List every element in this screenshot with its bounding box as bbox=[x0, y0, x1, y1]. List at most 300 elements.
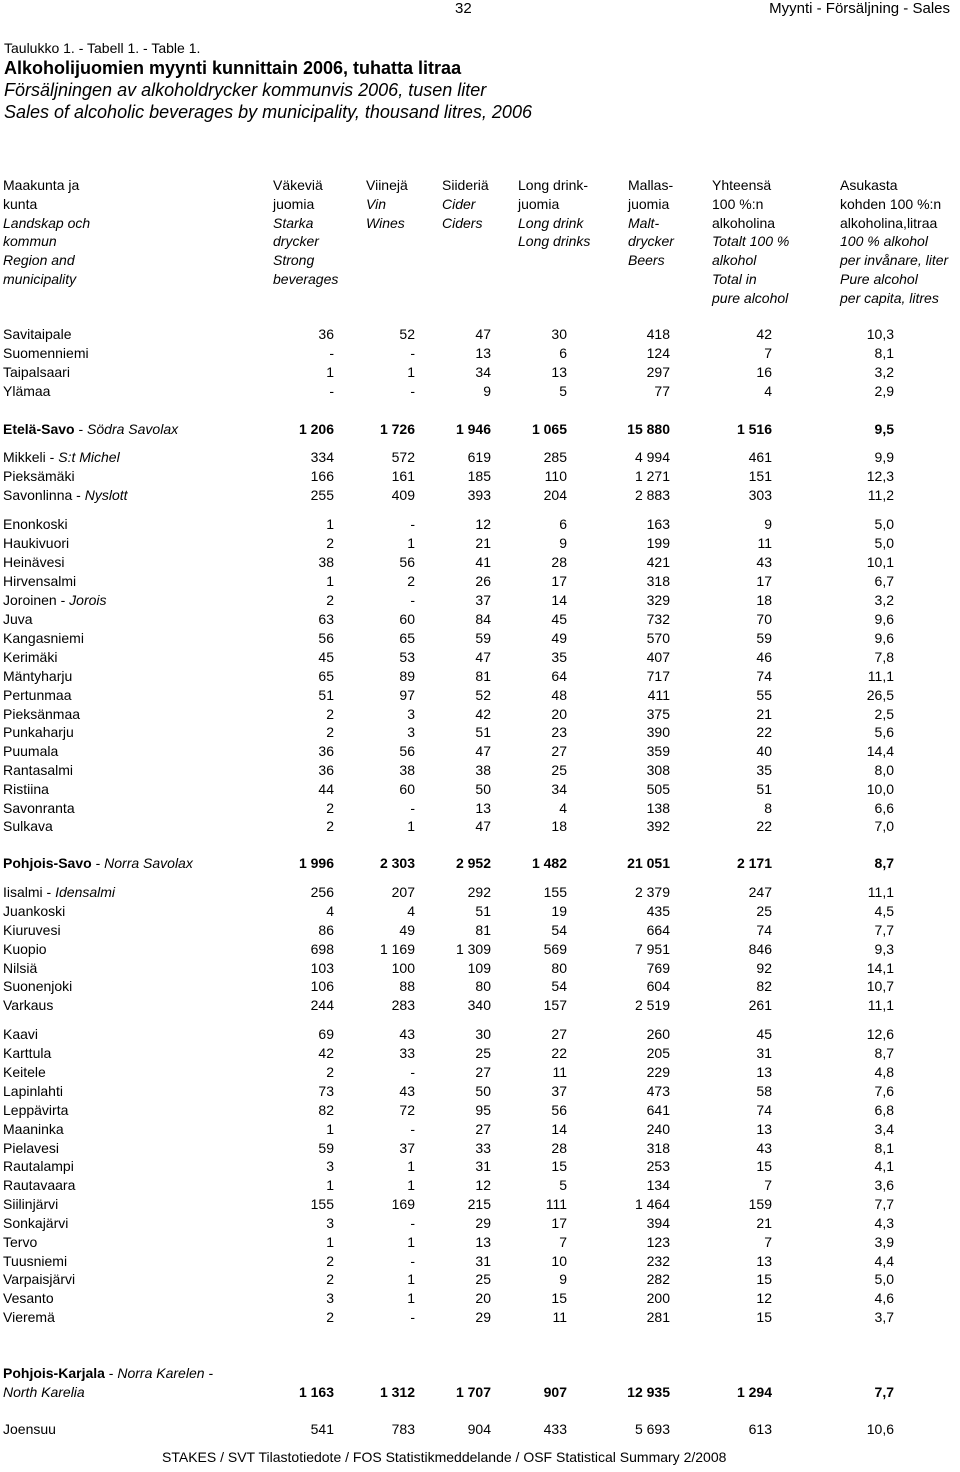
cell-col-6: 74 bbox=[756, 668, 772, 684]
cell-col-3: 47 bbox=[475, 818, 491, 834]
column-header-line: kunta bbox=[3, 195, 38, 212]
column-header-line: Strong bbox=[273, 252, 315, 269]
cell-col-1: 59 bbox=[318, 1140, 334, 1156]
table-row bbox=[0, 1063, 960, 1082]
cell-col-5: 394 bbox=[646, 1215, 670, 1231]
cell-col-2: 60 bbox=[399, 611, 415, 627]
cell-col-2: 43 bbox=[399, 1026, 415, 1042]
cell-col-2: 1 bbox=[407, 1290, 415, 1306]
column-header-line: Starka bbox=[273, 214, 314, 231]
cell-col-4: 28 bbox=[551, 554, 567, 570]
cell-col-4: 35 bbox=[551, 649, 567, 665]
cell-col-7: 4,8 bbox=[874, 1064, 894, 1080]
cell-col-3: 47 bbox=[475, 743, 491, 759]
cell-col-2: 52 bbox=[399, 326, 415, 342]
name-finnish: Rantasalmi bbox=[3, 762, 74, 778]
cell-col-3: 30 bbox=[475, 1026, 491, 1042]
cell-col-7: 4,6 bbox=[874, 1290, 894, 1306]
table-row bbox=[0, 448, 960, 467]
cell-col-2: 60 bbox=[399, 781, 415, 797]
cell-col-5: 123 bbox=[646, 1234, 670, 1250]
cell-col-6: 15 bbox=[756, 1271, 772, 1287]
cell-col-1: 45 bbox=[318, 649, 334, 665]
name-finnish: Mikkeli bbox=[3, 449, 46, 465]
cell-col-6: 59 bbox=[756, 630, 772, 646]
name-swedish: Jorois bbox=[69, 592, 107, 608]
name-finnish: Pohjois-Savo bbox=[3, 855, 92, 871]
cell-col-2: 2 bbox=[407, 573, 415, 589]
cell-col-4: 5 bbox=[559, 1177, 567, 1193]
cell-col-1: 255 bbox=[310, 487, 334, 503]
table-row bbox=[0, 902, 960, 921]
cell-col-2: 1 169 bbox=[379, 941, 415, 957]
cell-col-4: 1 482 bbox=[531, 855, 567, 871]
municipality-name: Joroinen - Jorois bbox=[3, 592, 107, 608]
column-header-line: drycker bbox=[628, 233, 674, 250]
cell-col-7: 10,0 bbox=[866, 781, 894, 797]
table-row bbox=[0, 1120, 960, 1139]
cell-col-6: 51 bbox=[756, 781, 772, 797]
cell-col-2: 3 bbox=[407, 724, 415, 740]
title-english: Sales of alcoholic beverages by municipality, thousand litres, 2006 bbox=[4, 102, 532, 122]
table-row bbox=[0, 1270, 960, 1289]
cell-col-6: 8 bbox=[764, 800, 772, 816]
title-swedish: Försäljningen av alkoholdrycker kommunvis 2006, tusen liter bbox=[4, 80, 487, 100]
name-finnish: Hirvensalmi bbox=[3, 573, 77, 589]
cell-col-6: 16 bbox=[756, 364, 772, 380]
name-finnish: Mäntyharju bbox=[3, 668, 73, 684]
cell-col-6: 22 bbox=[756, 724, 772, 740]
name-finnish: Puumala bbox=[3, 743, 59, 759]
cell-col-2: 1 bbox=[407, 1177, 415, 1193]
cell-col-2: - bbox=[410, 383, 415, 399]
cell-col-5: 297 bbox=[646, 364, 670, 380]
table-row bbox=[0, 591, 960, 610]
table-row bbox=[0, 883, 960, 902]
cell-col-7: 8,1 bbox=[874, 1140, 894, 1156]
cell-col-3: 31 bbox=[475, 1158, 491, 1174]
name-finnish: Savitaipale bbox=[3, 326, 72, 342]
municipality-name: Iisalmi - Idensalmi bbox=[3, 884, 116, 900]
cell-col-4: 433 bbox=[543, 1421, 567, 1437]
cell-col-7: 5,0 bbox=[874, 1271, 894, 1287]
cell-col-4: 285 bbox=[543, 449, 567, 465]
municipality-name bbox=[3, 667, 72, 686]
municipality-name bbox=[3, 1214, 68, 1233]
cell-col-4: 111 bbox=[545, 1196, 567, 1212]
table-row bbox=[0, 1101, 960, 1120]
cell-col-2: 53 bbox=[399, 649, 415, 665]
cell-col-6: 613 bbox=[748, 1421, 772, 1437]
cell-col-2: 88 bbox=[399, 978, 415, 994]
cell-col-3: 109 bbox=[467, 960, 491, 976]
cell-col-6: 846 bbox=[748, 941, 772, 957]
column-header-line: Vin bbox=[366, 195, 386, 212]
cell-col-2: 169 bbox=[391, 1196, 415, 1212]
column-header-line: Siideriä bbox=[442, 177, 489, 193]
name-finnish: Iisalmi bbox=[3, 884, 43, 900]
cell-col-4: 27 bbox=[551, 743, 567, 759]
cell-col-1: 244 bbox=[310, 997, 334, 1013]
column-header-line: 100 % alkohol bbox=[840, 233, 928, 250]
cell-col-7: 8,7 bbox=[874, 1045, 894, 1061]
table-row bbox=[0, 1082, 960, 1101]
cell-col-7: 4,4 bbox=[874, 1253, 894, 1269]
cell-col-6: 42 bbox=[756, 326, 772, 342]
cell-col-7: 7,0 bbox=[874, 818, 894, 834]
cell-col-3: 25 bbox=[475, 1045, 491, 1061]
cell-col-6: 13 bbox=[756, 1253, 772, 1269]
cell-col-2: - bbox=[410, 1253, 415, 1269]
column-header-line: Cider bbox=[442, 195, 476, 212]
cell-col-3: 340 bbox=[467, 997, 491, 1013]
cell-col-5: 21 051 bbox=[627, 855, 670, 871]
cell-col-2: 37 bbox=[399, 1140, 415, 1156]
cell-col-2: - bbox=[410, 516, 415, 532]
cell-col-3: 51 bbox=[475, 903, 491, 919]
column-header-8 bbox=[840, 176, 948, 308]
cell-col-7: 4,3 bbox=[874, 1215, 894, 1231]
cell-col-1: 69 bbox=[318, 1026, 334, 1042]
name-finnish: Juankoski bbox=[3, 903, 66, 919]
table-row bbox=[0, 486, 960, 505]
cell-col-5: 664 bbox=[646, 922, 670, 938]
municipality-name bbox=[3, 1420, 56, 1439]
cell-col-5: 375 bbox=[646, 706, 670, 722]
cell-col-1: 1 996 bbox=[298, 855, 334, 871]
cell-col-6: 151 bbox=[748, 468, 772, 484]
cell-col-4: 22 bbox=[551, 1045, 567, 1061]
cell-col-5: 1 271 bbox=[634, 468, 670, 484]
cell-col-2: - bbox=[410, 1215, 415, 1231]
cell-col-1: 38 bbox=[318, 554, 334, 570]
municipality-name bbox=[3, 761, 73, 780]
cell-col-3: 51 bbox=[475, 724, 491, 740]
cell-col-6: 13 bbox=[756, 1121, 772, 1137]
cell-col-7: 8,7 bbox=[874, 855, 894, 871]
cell-col-7: 3,9 bbox=[874, 1234, 894, 1250]
cell-col-6: 7 bbox=[764, 1177, 772, 1193]
cell-col-5: 329 bbox=[646, 592, 670, 608]
cell-col-1: 3 bbox=[326, 1158, 334, 1174]
name-finnish: Joensuu bbox=[3, 1421, 56, 1437]
cell-col-6: 1 516 bbox=[736, 421, 772, 437]
cell-col-1: 334 bbox=[310, 449, 334, 465]
column-header-line: juomia bbox=[628, 195, 670, 212]
name-swedish: Norra Savolax bbox=[104, 855, 193, 871]
cell-col-6: 2 171 bbox=[736, 855, 772, 871]
cell-col-5: 205 bbox=[646, 1045, 670, 1061]
cell-col-6: 247 bbox=[748, 884, 772, 900]
cell-col-2: 1 bbox=[407, 535, 415, 551]
municipality-name bbox=[3, 1157, 74, 1176]
cell-col-1: 36 bbox=[318, 743, 334, 759]
cell-col-1: 2 bbox=[326, 1253, 334, 1269]
cell-col-5: 138 bbox=[646, 800, 670, 816]
cell-col-5: 2 883 bbox=[634, 487, 670, 503]
cell-col-2: 783 bbox=[391, 1421, 415, 1437]
region-total-row bbox=[0, 420, 960, 439]
table-row bbox=[0, 1176, 960, 1195]
cell-col-3: 13 bbox=[475, 1234, 491, 1250]
cell-col-6: 12 bbox=[756, 1290, 772, 1306]
cell-col-2: 1 312 bbox=[379, 1384, 415, 1400]
cell-col-1: 1 bbox=[326, 1177, 334, 1193]
cell-col-4: 45 bbox=[551, 611, 567, 627]
cell-col-3: 13 bbox=[475, 800, 491, 816]
name-finnish: Tuusniemi bbox=[3, 1253, 68, 1269]
column-header-line: Totalt 100 % bbox=[712, 233, 790, 250]
cell-col-1: 3 bbox=[326, 1215, 334, 1231]
cell-col-4: 28 bbox=[551, 1140, 567, 1156]
cell-col-7: 5,0 bbox=[874, 516, 894, 532]
table-row bbox=[0, 723, 960, 742]
cell-col-4: 17 bbox=[551, 1215, 567, 1231]
municipality-name bbox=[3, 1120, 64, 1139]
cell-col-7: 3,6 bbox=[874, 1177, 894, 1193]
cell-col-4: 54 bbox=[551, 978, 567, 994]
cell-col-1: 155 bbox=[310, 1196, 334, 1212]
cell-col-1: 3 bbox=[326, 1290, 334, 1306]
cell-col-2: 2 303 bbox=[379, 855, 415, 871]
column-header-line: per capita, litres bbox=[840, 289, 939, 306]
cell-col-7: 12,6 bbox=[866, 1026, 894, 1042]
cell-col-5: 411 bbox=[647, 687, 670, 703]
cell-col-1: 2 bbox=[326, 724, 334, 740]
cell-col-7: 14,4 bbox=[866, 743, 894, 759]
municipality-name bbox=[3, 534, 69, 553]
column-header-line: Viinejä bbox=[366, 177, 408, 193]
column-header-line: per invånare, liter bbox=[840, 252, 949, 269]
cell-col-3: 25 bbox=[475, 1271, 491, 1287]
cell-col-5: 134 bbox=[646, 1177, 670, 1193]
cell-col-2: 49 bbox=[399, 922, 415, 938]
cell-col-3: 215 bbox=[467, 1196, 491, 1212]
cell-col-6: 7 bbox=[764, 1234, 772, 1250]
cell-col-5: 260 bbox=[646, 1026, 670, 1042]
cell-col-5: 7 951 bbox=[634, 941, 670, 957]
cell-col-7: 5,0 bbox=[874, 535, 894, 551]
table-row bbox=[0, 1214, 960, 1233]
name-swedish: Nyslott bbox=[84, 487, 128, 503]
name-swedish: Norra Karelen - bbox=[117, 1365, 214, 1381]
running-header: Myynti - Försäljning - Sales bbox=[769, 0, 950, 17]
cell-col-5: 421 bbox=[646, 554, 670, 570]
name-finnish: Pieksämäki bbox=[3, 468, 75, 484]
table-row bbox=[0, 959, 960, 978]
cell-col-5: 4 994 bbox=[634, 449, 670, 465]
cell-col-3: 52 bbox=[475, 687, 491, 703]
cell-col-1: 2 bbox=[326, 818, 334, 834]
cell-col-6: 303 bbox=[748, 487, 772, 503]
cell-col-1: 73 bbox=[318, 1083, 334, 1099]
column-header-5 bbox=[518, 176, 590, 251]
cell-col-6: 159 bbox=[748, 1196, 772, 1212]
cell-col-6: 43 bbox=[756, 554, 772, 570]
cell-col-6: 70 bbox=[756, 611, 772, 627]
cell-col-1: 166 bbox=[310, 468, 334, 484]
cell-col-6: 25 bbox=[756, 903, 772, 919]
title-finnish: Alkoholijuomien myynti kunnittain 2006, tuhatta litraa bbox=[4, 58, 462, 78]
cell-col-4: 6 bbox=[559, 516, 567, 532]
municipality-name bbox=[3, 1025, 38, 1044]
cell-col-5: 473 bbox=[646, 1083, 670, 1099]
municipality-name bbox=[3, 799, 75, 818]
cell-col-1: 44 bbox=[318, 781, 334, 797]
cell-col-6: 92 bbox=[756, 960, 772, 976]
cell-col-4: 30 bbox=[551, 326, 567, 342]
column-header-line: Long drink bbox=[518, 214, 584, 231]
cell-col-7: 6,7 bbox=[874, 573, 894, 589]
cell-col-2: 56 bbox=[399, 554, 415, 570]
table-row bbox=[0, 996, 960, 1015]
column-header-3 bbox=[366, 176, 408, 232]
column-header-7 bbox=[712, 176, 789, 308]
name-finnish: Sonkajärvi bbox=[3, 1215, 69, 1231]
column-header-line: Maakunta ja bbox=[3, 177, 80, 193]
cell-col-3: 31 bbox=[475, 1253, 491, 1269]
cell-col-5: 1 464 bbox=[634, 1196, 670, 1212]
cell-col-5: 163 bbox=[646, 516, 670, 532]
cell-col-2: 409 bbox=[391, 487, 415, 503]
cell-col-6: 74 bbox=[756, 922, 772, 938]
cell-col-3: 38 bbox=[475, 762, 491, 778]
table-row bbox=[0, 1025, 960, 1044]
cell-col-1: 1 163 bbox=[298, 1384, 334, 1400]
table-row bbox=[0, 553, 960, 572]
cell-col-7: 11,1 bbox=[867, 884, 894, 900]
municipality-name bbox=[3, 325, 72, 344]
cell-col-7: 7,7 bbox=[874, 1384, 894, 1400]
cell-col-5: 604 bbox=[646, 978, 670, 994]
cell-col-7: 3,4 bbox=[874, 1121, 894, 1137]
cell-col-3: 47 bbox=[475, 326, 491, 342]
municipality-name bbox=[3, 1233, 37, 1252]
municipality-name bbox=[3, 629, 84, 648]
name-finnish: Punkaharju bbox=[3, 724, 74, 740]
cell-col-2: 4 bbox=[407, 903, 415, 919]
cell-col-7: 5,6 bbox=[874, 724, 894, 740]
cell-col-7: 12,3 bbox=[866, 468, 894, 484]
name-finnish: Suomenniemi bbox=[3, 345, 89, 361]
cell-col-3: 393 bbox=[467, 487, 491, 503]
table-row bbox=[0, 667, 960, 686]
table-row bbox=[0, 1252, 960, 1271]
table-row bbox=[0, 382, 960, 401]
cell-col-4: 56 bbox=[551, 1102, 567, 1118]
cell-col-1: 36 bbox=[318, 762, 334, 778]
cell-col-5: 769 bbox=[646, 960, 670, 976]
cell-col-5: 390 bbox=[646, 724, 670, 740]
cell-col-3: 95 bbox=[475, 1102, 491, 1118]
name-finnish: Vieremä bbox=[3, 1309, 55, 1325]
name-finnish: Juva bbox=[3, 611, 33, 627]
column-header-line: alkoholina bbox=[712, 214, 776, 231]
name-finnish: Vesanto bbox=[3, 1290, 54, 1306]
cell-col-6: 58 bbox=[756, 1083, 772, 1099]
cell-col-7: 4,5 bbox=[874, 903, 894, 919]
table-row bbox=[0, 572, 960, 591]
cell-col-3: 13 bbox=[475, 345, 491, 361]
table-row bbox=[0, 515, 960, 534]
cell-col-1: 65 bbox=[318, 668, 334, 684]
cell-col-2: 43 bbox=[399, 1083, 415, 1099]
cell-col-6: 35 bbox=[756, 762, 772, 778]
cell-col-1: 63 bbox=[318, 611, 334, 627]
cell-col-3: 292 bbox=[467, 884, 491, 900]
column-header-1 bbox=[3, 176, 90, 289]
table-row bbox=[0, 1195, 960, 1214]
cell-col-5: 505 bbox=[646, 781, 670, 797]
cell-col-4: 11 bbox=[552, 1064, 567, 1080]
cell-col-5: 407 bbox=[646, 649, 670, 665]
cell-col-2: - bbox=[410, 1121, 415, 1137]
municipality-name bbox=[3, 1044, 51, 1063]
cell-col-4: 34 bbox=[551, 781, 567, 797]
name-swedish: Södra Savolax bbox=[87, 421, 179, 437]
cell-col-2: - bbox=[410, 345, 415, 361]
name-finnish: Leppävirta bbox=[3, 1102, 69, 1118]
cell-col-2: 65 bbox=[399, 630, 415, 646]
table-row bbox=[0, 921, 960, 940]
cell-col-5: 229 bbox=[646, 1064, 670, 1080]
table-row bbox=[0, 363, 960, 382]
column-header-line: 100 %:n bbox=[712, 195, 764, 212]
table-row bbox=[0, 940, 960, 959]
table-row bbox=[0, 705, 960, 724]
table-row bbox=[0, 344, 960, 363]
cell-col-5: 12 935 bbox=[627, 1384, 670, 1400]
municipality-name bbox=[3, 1139, 59, 1158]
cell-col-3: 50 bbox=[475, 781, 491, 797]
name-finnish: Pertunmaa bbox=[3, 687, 72, 703]
cell-col-3: 904 bbox=[467, 1421, 491, 1437]
name-finnish: Siilinjärvi bbox=[3, 1196, 59, 1212]
cell-col-1: - bbox=[329, 383, 334, 399]
cell-col-4: 18 bbox=[551, 818, 567, 834]
cell-col-7: 4,1 bbox=[874, 1158, 894, 1174]
cell-col-1: 1 bbox=[326, 364, 334, 380]
name-finnish: Heinävesi bbox=[3, 554, 65, 570]
name-finnish: Rautavaara bbox=[3, 1177, 76, 1193]
municipality-name bbox=[3, 1101, 68, 1120]
municipality-name bbox=[3, 1063, 46, 1082]
region-total-row bbox=[0, 1365, 960, 1402]
cell-col-5: 2 379 bbox=[634, 884, 670, 900]
cell-col-5: 359 bbox=[646, 743, 670, 759]
cell-col-5: 641 bbox=[646, 1102, 670, 1118]
table-row bbox=[0, 1157, 960, 1176]
municipality-name: Pohjois-Karjala - Norra Karelen - bbox=[3, 1365, 214, 1381]
municipality-name bbox=[3, 572, 76, 591]
cell-col-2: 33 bbox=[399, 1045, 415, 1061]
cell-col-6: 17 bbox=[756, 573, 772, 589]
municipality-name bbox=[3, 553, 64, 572]
column-header-line: pure alcohol bbox=[712, 289, 789, 306]
cell-col-5: 392 bbox=[646, 818, 670, 834]
municipality-name bbox=[3, 648, 57, 667]
cell-col-4: 5 bbox=[559, 383, 567, 399]
cell-col-6: 22 bbox=[756, 818, 772, 834]
cell-col-7: 10,3 bbox=[866, 326, 894, 342]
name-finnish: Pielavesi bbox=[3, 1140, 60, 1156]
table-row bbox=[0, 742, 960, 761]
cell-col-4: 14 bbox=[551, 592, 567, 608]
municipality-name bbox=[3, 686, 71, 705]
municipality-name bbox=[3, 921, 61, 940]
cell-col-1: 1 bbox=[326, 573, 334, 589]
table-row bbox=[0, 325, 960, 344]
